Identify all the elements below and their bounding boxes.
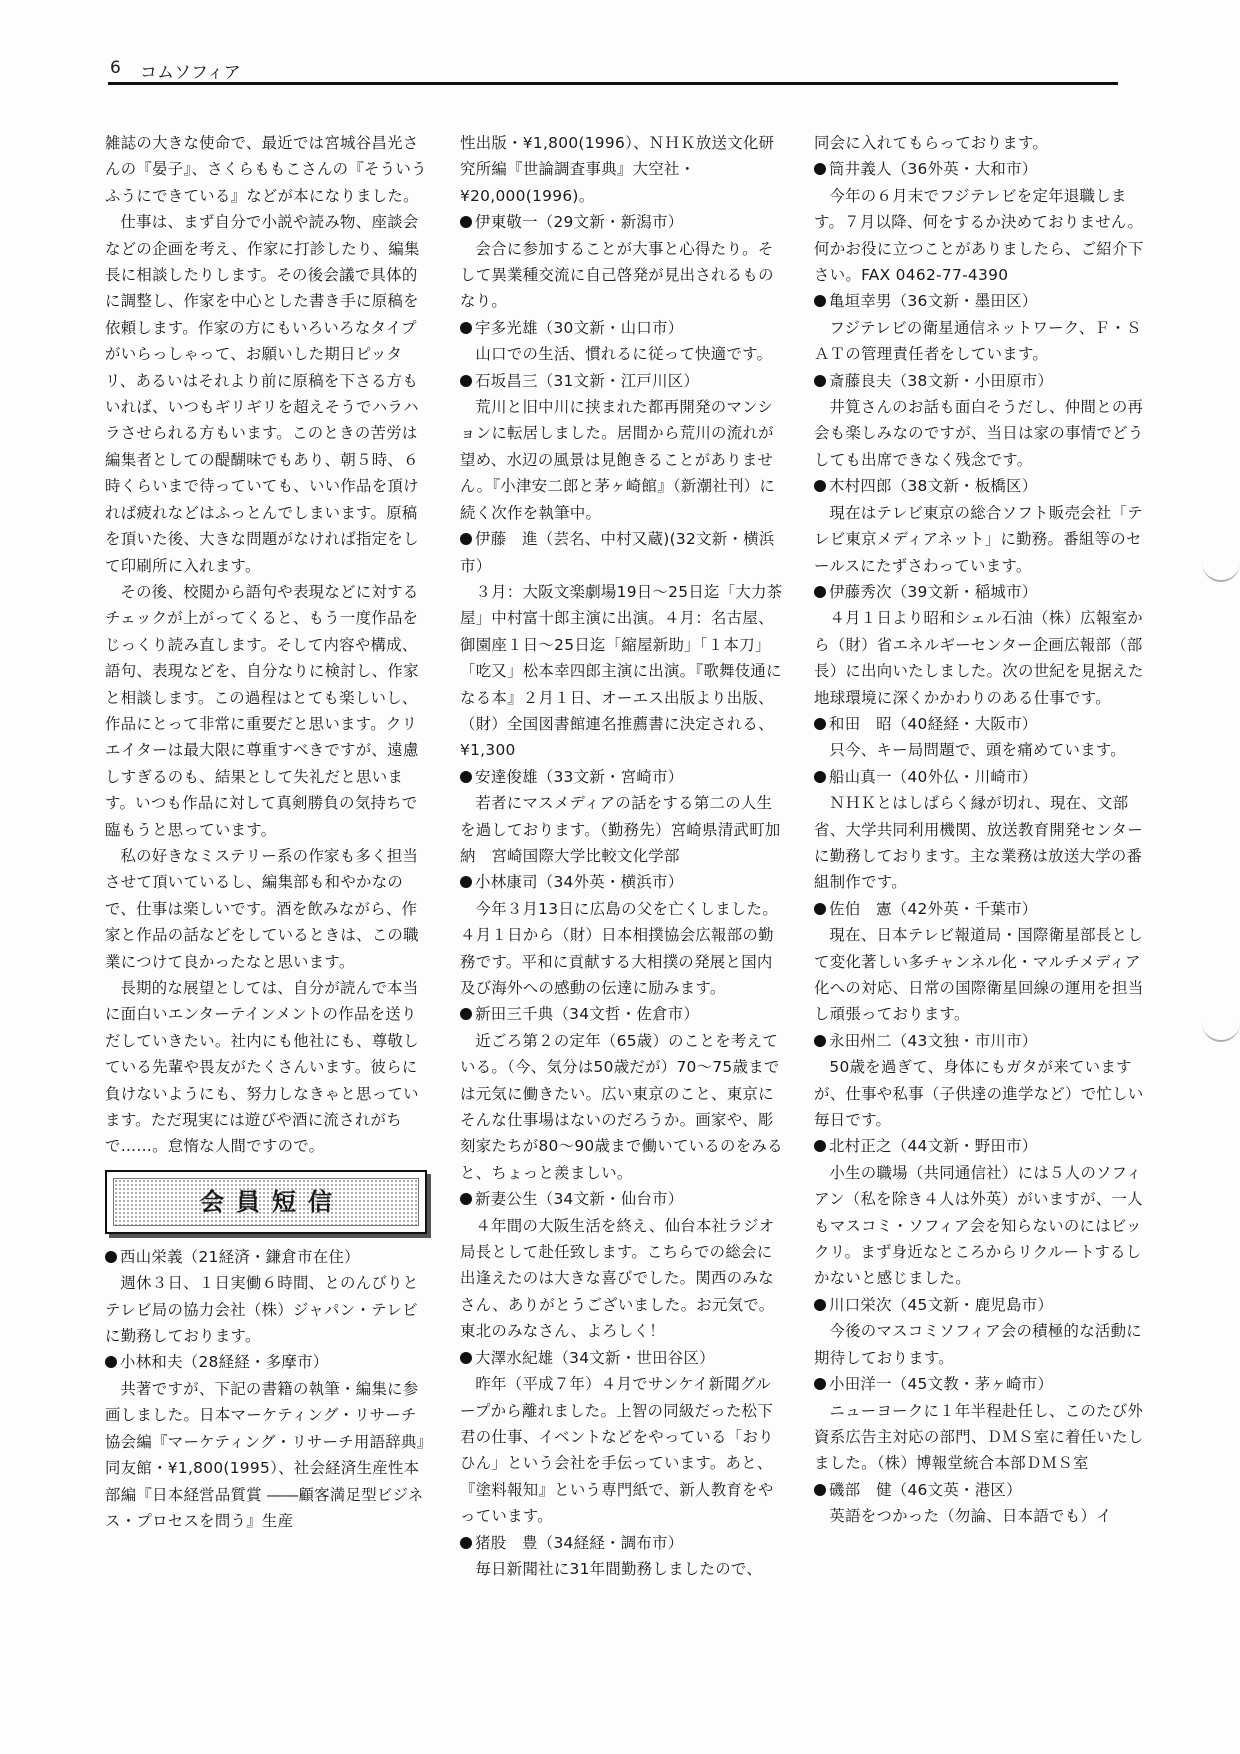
bullet-icon <box>814 295 826 307</box>
entry-body: ４年間の大阪生活を終え、仙台本社ラジオ局長として赴任致します。こちらでの総会に出逢えたのは大きな喜びでした。関西のみなさん、ありがとうございました。お元気で。東北のみなさん、よろしく！ <box>460 1216 775 1341</box>
member-name: 磯部 健（46文英・港区） <box>829 1480 1022 1499</box>
bullet-icon <box>460 216 472 228</box>
member-name: 伊藤 進（芸名、中村又蔵)(32文新・横浜市） <box>460 530 775 575</box>
bullet-icon <box>460 375 472 387</box>
entry-head <box>814 1028 1144 1054</box>
member-name: 新妻公生（34文新・仙台市） <box>475 1190 684 1209</box>
entry-body: 只今、キー局問題で、頭を痛めています。 <box>829 741 1126 760</box>
member-name: 木村四郎（38文新・板橋区） <box>829 477 1038 496</box>
entry-body: 共著ですが、下記の書籍の執筆・編集に参画しました。日本マーケティング・リサーチ協会編『マーケティング・リサーチ用語辞典』同友館・¥1,800(1995）、社会経済生産性本部編『日本経営品質賞 ――顧客満足型ビジネス・プロセスを問う』生産 <box>105 1379 425 1530</box>
member-entry <box>814 288 1144 367</box>
bullet-icon <box>460 1537 472 1549</box>
entry-head <box>814 1477 1144 1503</box>
entry-head <box>460 368 785 394</box>
entry-body: 50歳を過ぎて、身体にもガタが来ていますが、仕事や私事（子供達の進学など）で忙しい毎日です。 <box>814 1058 1144 1130</box>
entry-head <box>814 473 1144 499</box>
member-entry <box>814 896 1144 1028</box>
member-name: 佐伯 憲（42外英・千葉市） <box>829 899 1038 918</box>
member-name: 小林和夫（28経経・多摩市） <box>120 1353 329 1372</box>
member-entry <box>814 1133 1144 1291</box>
entry-head <box>460 1530 785 1556</box>
entry-body: 山口での生活、慣れるに従って快適です。 <box>475 345 773 364</box>
bullet-icon <box>460 1008 472 1020</box>
section-heading: 会員短信 <box>200 1187 344 1216</box>
member-entry <box>814 1477 1144 1530</box>
member-entry <box>105 1244 427 1350</box>
publication-title: コムソフィア <box>140 63 241 83</box>
bullet-icon <box>460 322 472 334</box>
entry-body: 今年の６月末でフジテレビを定年退職します。７月以降、何をするか決めておりません。何かお役に立つことがありましたら、ご紹介下さい。FAX 0462-77-4390 <box>814 186 1144 285</box>
entry-body: 昨年（平成７年）４月でサンケイ新聞グループから離れました。上智の同級だった松下君の仕事、イベントなどをやっている「おりひん」という会社を手伝っています。あと、『塗料報知』という専門紙で、新人教育をやっています。 <box>460 1375 774 1526</box>
bullet-icon <box>105 1251 117 1263</box>
entry-head <box>814 896 1144 922</box>
entry-body: 荒川と旧中川に挟まれた都再開発のマンションに転居しました。居間から荒川の流れが望め、水辺の風景は見飽きることがありません。『小津安二郎と茅ヶ崎館』（新潮社刊）に続く次作を執筆中。 <box>460 398 776 522</box>
entry-head <box>105 1244 427 1270</box>
member-entry <box>814 1292 1144 1371</box>
entry-head <box>460 526 785 579</box>
entry-head <box>460 1001 785 1027</box>
member-entry <box>814 156 1144 288</box>
bullet-icon <box>814 718 826 730</box>
member-name: 北村正之（44文新・野田市） <box>829 1137 1038 1156</box>
entry-head <box>105 1349 427 1375</box>
entry-head <box>814 711 1144 737</box>
member-name: 安達俊雄（33文新・宮崎市） <box>475 767 684 786</box>
column-2 <box>460 130 785 1582</box>
entry-head <box>814 1133 1144 1159</box>
member-entry <box>460 1001 785 1186</box>
member-name: 永田州二（43文独・市川市） <box>829 1031 1038 1050</box>
entry-body: ４月１日より昭和シェル石油（株）広報室から（財）省エネルギーセンター企画広報部（部長）に出向いたしました。次の世紀を見据えた地球環境に深くかかわりのある仕事です。 <box>814 609 1144 707</box>
bullet-icon <box>814 1299 826 1311</box>
column-3 <box>814 130 1144 1530</box>
bullet-icon <box>814 1140 826 1152</box>
article-paragraph: 仕事は、まず自分で小説や読み物、座談会などの企画を考え、作家に打診したり、編集長に相談したりします。その後会議で具体的に調整し、作家を中心とした書き手に原稿を依頼します。作家の方にもいろいろなタイプがいらっしゃって、お願いした期日ピッタリ、あるいはそれより前に原稿を下さる方もいれば、いつもギリギリを超えそうでハラハラさせられる方もいます。このときの苦労は編集者としての醍醐味でもあり、朝５時、６時くらいまで待っていても、いい作品を頂ければ疲れなどはふっとんでしまいます。原稿を頂いた後、大きな問題がなければ指定をして印刷所に入れます。 <box>105 213 420 575</box>
article-paragraph: 雑誌の大きな使命で、最近では宮城谷昌光さんの『晏子』、さくらももこさんの『そういうふうにできている』などが本になりました。 <box>105 134 427 205</box>
entry-head <box>460 1345 785 1371</box>
member-name: 宇多光雄（30文新・山口市） <box>475 318 684 337</box>
member-name: 筒井義人（36外英・大和市） <box>829 160 1038 179</box>
bullet-icon <box>460 771 472 783</box>
entry-body: 週休３日、１日実働６時間、とのんびりとテレビ局の協力会社（株）ジャパン・テレビに勤務しております。 <box>105 1274 419 1346</box>
member-entry <box>814 764 1144 896</box>
member-name: 石坂昌三（31文新・江戸川区） <box>475 371 700 390</box>
entry-body: 英語をつかった（勿論、日本語でも）イ <box>829 1507 1112 1526</box>
bullet-icon <box>814 903 826 915</box>
continued-text: 同会に入れてもらっております。 <box>814 134 1049 152</box>
bullet-icon <box>460 533 472 545</box>
entry-body: 現在、日本テレビ報道局・国際衛星部長として変化著しい多チャンネル化・マルチメディア化への対応、日常の国際衛星回線の運用を担当し頑張っております。 <box>814 926 1144 1024</box>
member-entry <box>814 1028 1144 1134</box>
header-rule <box>108 82 1118 85</box>
article-paragraph: 長期的な展望としては、自分が読んで本当に面白いエンターテインメントの作品を送りだしていきたい。社内にも他社にも、尊敬している先輩や畏友がたくさんいます。彼らに負けないようにも、努力しなきゃと思っています。ただ現実には遊びや酒に流されがちで……。怠惰な人間ですので。 <box>105 979 419 1156</box>
member-entry <box>460 1345 785 1530</box>
entry-head <box>814 764 1144 790</box>
member-name: 新田三千典（34文哲・佐倉市） <box>475 1005 700 1024</box>
member-name: 小林康司（34外英・横浜市） <box>475 873 684 892</box>
entry-body: 今年３月13日に広島の父を亡くしました。４月１日から（財）日本相撲協会広報部の勤務です。平和に貢献する大相撲の発展と国内及び海外への感動の伝達に励みます。 <box>460 899 779 997</box>
member-entry <box>814 579 1144 711</box>
entry-head <box>814 579 1144 605</box>
punch-hole-mark <box>1202 1020 1240 1042</box>
member-name: 猪股 豊（34経経・調布市） <box>475 1533 684 1552</box>
entry-head <box>460 209 785 235</box>
bullet-icon <box>460 876 472 888</box>
entry-head <box>814 1371 1144 1397</box>
page-header <box>108 58 1118 83</box>
member-name: 船山真一（40外仏・川崎市） <box>829 767 1038 786</box>
member-name: 伊藤秀次（39文新・稲城市） <box>829 582 1038 601</box>
member-name: 和田 昭（40経経・大阪市） <box>829 714 1038 733</box>
page-number: 6 <box>110 58 121 78</box>
bullet-icon <box>460 1352 472 1364</box>
member-name: 大澤水紀雄（34文新・世田谷区） <box>475 1348 715 1367</box>
member-entry <box>814 473 1144 579</box>
member-entry <box>460 1530 785 1583</box>
member-name: 西山栄義（21経済・鎌倉市在住） <box>120 1247 360 1266</box>
punch-hole-mark <box>1202 560 1240 582</box>
member-entry <box>814 368 1144 474</box>
entry-body: 井筧さんのお話も面白そうだし、仲間との再会も楽しみなのですが、当日は家の事情でどうしても出席できなく残念です。 <box>814 398 1144 469</box>
bullet-icon <box>814 771 826 783</box>
section-heading-box <box>105 1170 427 1234</box>
member-name: 亀垣幸男（36文新・墨田区） <box>829 292 1038 311</box>
bullet-icon <box>814 163 826 175</box>
member-name: 川口栄次（45文新・鹿児島市） <box>829 1295 1054 1314</box>
member-name: 伊東敬一（29文新・新潟市） <box>475 213 684 232</box>
member-name: 小田洋一（45文教・茅ヶ崎市） <box>829 1375 1054 1394</box>
member-entry <box>460 315 785 368</box>
member-entry <box>460 368 785 526</box>
entry-head <box>460 764 785 790</box>
bullet-icon <box>814 1378 826 1390</box>
member-entry <box>460 764 785 870</box>
entry-body: ３月：大阪文楽劇場19日～25日迄「大力茶屋」中村富十郎主演に出演。４月：名古屋、御園座１日～25日迄「縮屋新助」「１本刀」「吃又」松本幸四郎主演に出演。『歌舞伎通になる本』２月１日、オーエス出版より出版、（財）全国図書館連名推薦書に決定される、¥1,300 <box>460 582 783 760</box>
entry-body: 近ごろ第２の定年（65歳）のことを考えている。（今、気分は50歳だが）70～75歳までは元気に働きたい。広い東京のこと、東京にそんな仕事場はないのだろうか。画家や、彫刻家たちが80～90歳まで働いているのをみると、ちょっと羨ましい。 <box>460 1031 783 1182</box>
bullet-icon <box>460 1193 472 1205</box>
article-paragraph: その後、校閲から語句や表現などに対するチェックが上がってくると、もう一度作品をじっくり読み直します。そして内容や構成、語句、表現などを、自分なりに検討し、作家と相談します。この過程はとても楽しいし、作品にとって非常に重要だと思います。クリエイターは最大限に尊重すべきですが、遠慮しすぎるのも、結果として失礼だと思います。いつも作品に対して真剣勝負の気持ちで臨もうと思っています。 <box>105 582 419 839</box>
member-entry <box>460 209 785 315</box>
member-entry <box>814 1371 1144 1477</box>
bullet-icon <box>814 480 826 492</box>
column-1 <box>105 130 427 1534</box>
entry-head <box>460 869 785 895</box>
bullet-icon <box>105 1356 117 1368</box>
member-entry <box>460 869 785 1001</box>
entry-body: 若者にマスメディアの話をする第二の人生を過しております。（勤務先）宮崎県清武町加納 宮崎国際大学比較文化学部 <box>460 794 781 865</box>
entry-body: ＮＨＫとはしばらく縁が切れ、現在、文部省、大学共同利用機関、放送教育開発センターに勤務しております。主な業務は放送大学の番組制作です。 <box>814 794 1143 892</box>
entry-body: フジテレビの衛星通信ネットワーク、Ｆ・ＳＡＴの管理責任者をしています。 <box>814 318 1142 364</box>
entry-body: 現在はテレビ東京の総合ソフト販売会社「テレビ東京メディアネット」に勤務。番組等のセールスにたずさわっています。 <box>814 503 1143 575</box>
entry-head <box>460 315 785 341</box>
entry-body: 今後のマスコミソフィア会の積極的な活動に期待しております。 <box>814 1322 1142 1367</box>
entry-head <box>814 1292 1144 1318</box>
bullet-icon <box>814 375 826 387</box>
entry-body: 会合に参加することが大事と心得たり。そして異業種交流に自己啓発が見出されるものなり。 <box>460 239 774 311</box>
bullet-icon <box>814 1035 826 1047</box>
entry-body: 毎日新聞社に31年間勤務しましたので、 <box>475 1559 763 1578</box>
bullet-icon <box>814 1484 826 1496</box>
member-entry <box>814 711 1144 764</box>
entry-head <box>814 368 1144 394</box>
entry-body: 小生の職場（共同通信社）には５人のソフィアン（私を除き４人は外英）がいますが、一人もマスコミ・ソフィア会を知らないのにはビックリ。まず身近なところからリクルートするしかないと感じました。 <box>814 1163 1143 1288</box>
member-name: 斎藤良夫（38文新・小田原市） <box>829 371 1054 390</box>
member-entry <box>105 1349 427 1534</box>
entry-head <box>814 156 1144 182</box>
bullet-icon <box>814 586 826 598</box>
section-heading-screen <box>113 1178 419 1226</box>
member-entry <box>460 1186 785 1344</box>
entry-head <box>460 1186 785 1212</box>
article-paragraph: 私の好きなミステリー系の作家も多く担当させて頂いているし、編集部も和やかなので、仕事は楽しいです。酒を飲みながら、作家と作品の話などをしているときは、この職業につけて良かったなと思います。 <box>105 846 419 971</box>
entry-body: ニューヨークに１年半程赴任し、このたび外資系広告主対応の部門、ＤＭＳ室に着任いたしました。（株）博報堂統合本部ＤＭＳ室 <box>814 1401 1144 1473</box>
entry-head <box>814 288 1144 314</box>
continued-text: 性出版・¥1,800(1996）、ＮＨＫ放送文化研究所編『世論調査事典』大空社・¥20,000(1996)。 <box>460 134 775 205</box>
member-entry <box>460 526 785 764</box>
